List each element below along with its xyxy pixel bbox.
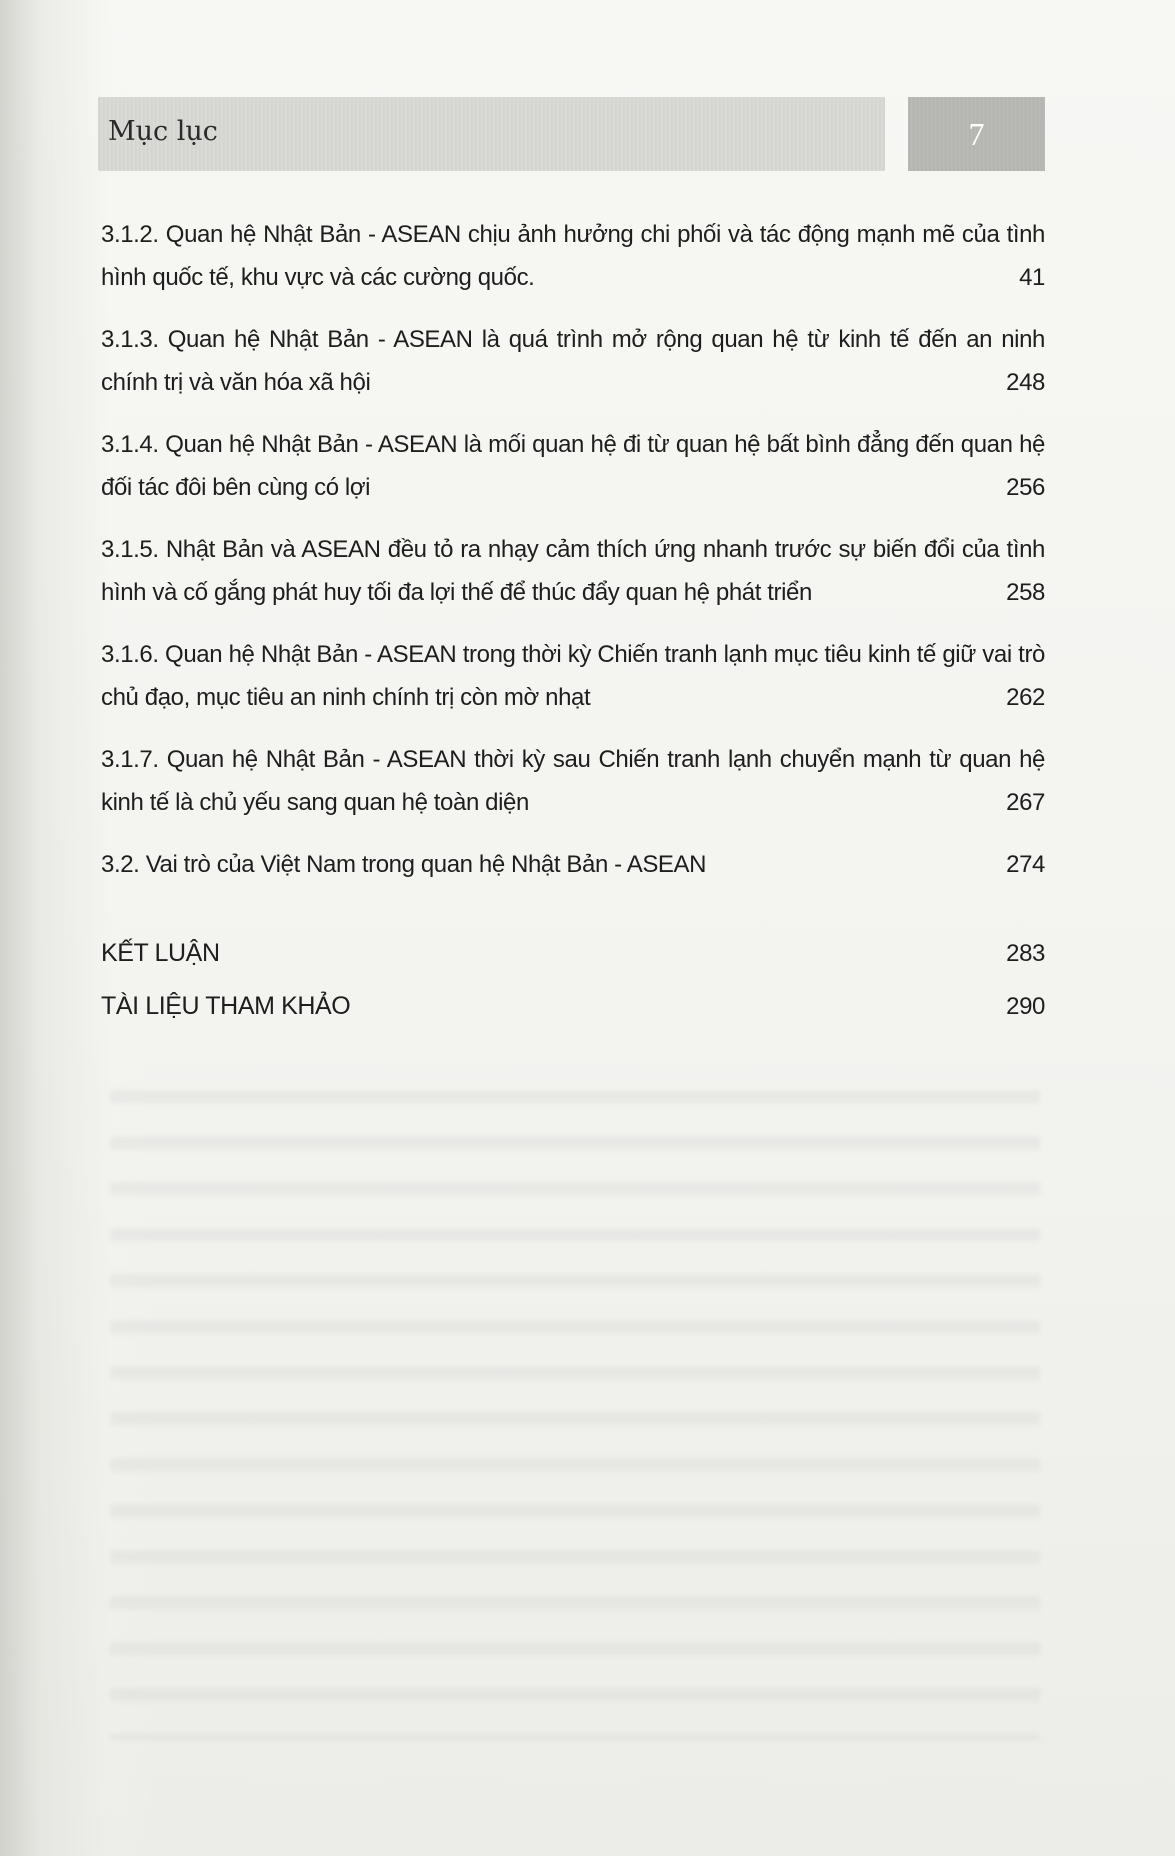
toc-entry-title: 3.1.5. Nhật Bản và ASEAN đều tỏ ra nhạy cảm thích ứng nhanh trước sự biến đổi của tình hình và cố gắng phát huy tối đa lợi thế để thúc đẩy quan hệ phát triển: [101, 536, 1045, 606]
toc-entry-tai-lieu-tham-khao[interactable]: [101, 985, 1045, 1028]
toc-entry-ket-luan[interactable]: [101, 932, 1045, 975]
toc-entry-title: 3.1.2. Quan hệ Nhật Bản - ASEAN chịu ảnh hưởng chi phối và tác động mạnh mẽ của tình hình quốc tế, khu vực và các cường quốc.: [101, 221, 1045, 291]
toc-entry-page: 248: [1006, 369, 1045, 396]
toc-entry-title: 3.2. Vai trò của Việt Nam trong quan hệ Nhật Bản - ASEAN: [101, 851, 707, 878]
toc-entry-page: 41: [1019, 264, 1045, 291]
toc-entry-title: 3.1.4. Quan hệ Nhật Bản - ASEAN là mối quan hệ đi từ quan hệ bất bình đẳng đến quan hệ đối tác đôi bên cùng có lợi: [101, 431, 1045, 501]
toc-entry-title: KẾT LUẬN: [101, 939, 220, 967]
toc-entry-3-1-4[interactable]: [101, 423, 1045, 509]
toc-entry-page: 290: [1006, 993, 1045, 1020]
toc-entry-page: 267: [1006, 789, 1045, 816]
toc-entry-3-1-5[interactable]: [101, 528, 1045, 614]
page-number: 7: [968, 116, 985, 152]
toc-entry-3-2[interactable]: [101, 843, 1045, 886]
toc-entry-3-1-6[interactable]: [101, 633, 1045, 719]
toc-entry-page: 256: [1006, 474, 1045, 501]
toc-entry-title: TÀI LIỆU THAM KHẢO: [101, 992, 351, 1020]
toc-entry-3-1-3[interactable]: [101, 318, 1045, 404]
toc-entry-3-1-7[interactable]: [101, 738, 1045, 824]
page-header-title: Mục lục: [108, 116, 218, 147]
toc-entry-title: 3.1.7. Quan hệ Nhật Bản - ASEAN thời kỳ sau Chiến tranh lạnh chuyển mạnh từ quan hệ kinh tế là chủ yếu sang quan hệ toàn diện: [101, 746, 1045, 816]
toc-entry-page: 258: [1006, 579, 1045, 606]
toc-entry-3-1-2[interactable]: [101, 213, 1045, 299]
table-of-contents: [101, 213, 1045, 1038]
show-through-text: [110, 1060, 1040, 1740]
toc-entry-page: 274: [1006, 851, 1045, 878]
toc-entry-title: 3.1.3. Quan hệ Nhật Bản - ASEAN là quá trình mở rộng quan hệ từ kinh tế đến an ninh chính trị và văn hóa xã hội: [101, 326, 1045, 396]
toc-entry-page: 283: [1006, 940, 1045, 967]
toc-entry-page: 262: [1006, 684, 1045, 711]
toc-entry-title: 3.1.6. Quan hệ Nhật Bản - ASEAN trong thời kỳ Chiến tranh lạnh mục tiêu kinh tế giữ vai trò chủ đạo, mục tiêu an ninh chính trị còn mờ nhạt: [101, 641, 1045, 711]
